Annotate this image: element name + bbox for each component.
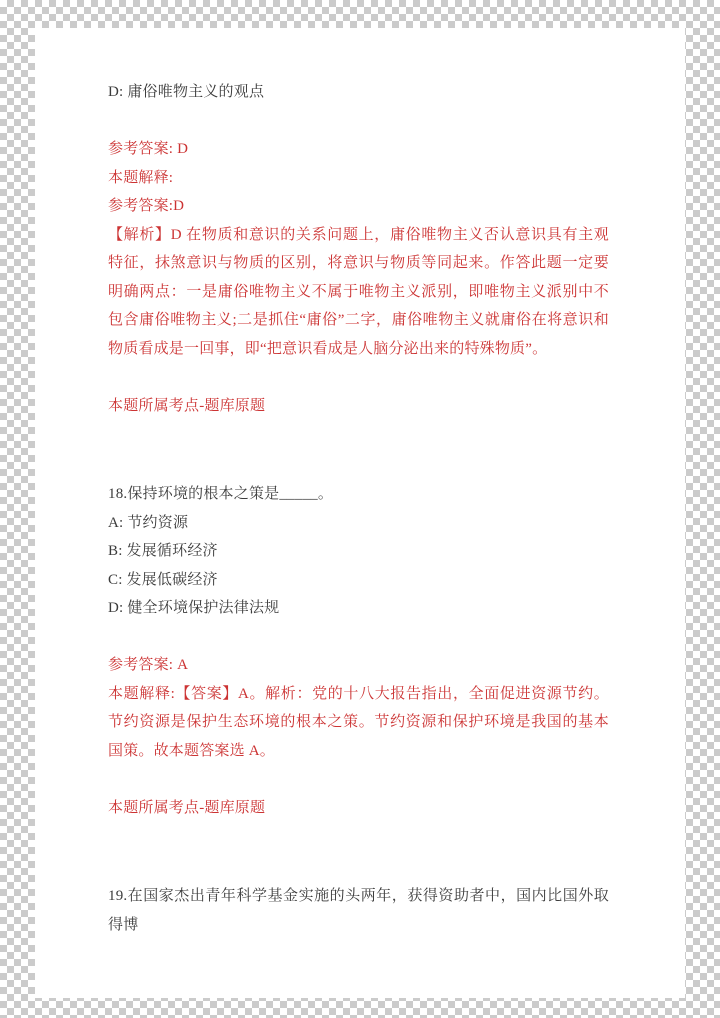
explanation-paragraph-2: 本题解释:【答案】A。解析：党的十八大报告指出，全面促进资源节约。节约资源是保护生态环境的根本之策。节约资源和保护环境是我国的基本国策。故本题答案选 A。 bbox=[108, 685, 609, 759]
topic-note: 本题所属考点-题库原题 bbox=[108, 397, 266, 414]
explanation-heading: 本题解释: bbox=[108, 169, 174, 186]
topic-note-2: 本题所属考点-题库原题 bbox=[108, 799, 266, 816]
answer-option-b: B: 发展循环经济 bbox=[108, 543, 218, 559]
answer-option-d: D: 庸俗唯物主义的观点 bbox=[108, 84, 265, 100]
answer-option-d-2: D: 健全环境保护法律法规 bbox=[108, 600, 280, 616]
reference-answer-label: 参考答案: D bbox=[108, 141, 189, 157]
answer-option-c: C: 发展低碳经济 bbox=[108, 571, 218, 588]
document-content bbox=[35, 28, 685, 939]
reference-answer-inline: 参考答案:D bbox=[108, 198, 185, 214]
question-19-text: 19.在国家杰出青年科学基金实施的头两年，获得资助者中，国内比国外取得博 bbox=[108, 888, 609, 933]
document-page bbox=[35, 28, 685, 998]
analysis-paragraph: 【解析】D 在物质和意识的关系问题上，庸俗唯物主义否认意识具有主观特征，抹煞意识与物质的区别，将意识与物质等同起来。作答此题一定要明确两点：一是庸俗唯物主义不属于唯物主义派别，即唯物主义派别中不包含庸俗唯物主义;二是抓住“庸俗”二字，庸俗唯物主义就庸俗在将意识和物质看成是一回事，即“把意识看成是人脑分泌出来的特殊物质”。 bbox=[108, 226, 609, 357]
question-18-text: 18.保持环境的根本之策是_____。 bbox=[108, 486, 334, 502]
answer-option-a: A: 节约资源 bbox=[108, 514, 189, 531]
reference-answer-label-2: 参考答案: A bbox=[108, 657, 189, 673]
